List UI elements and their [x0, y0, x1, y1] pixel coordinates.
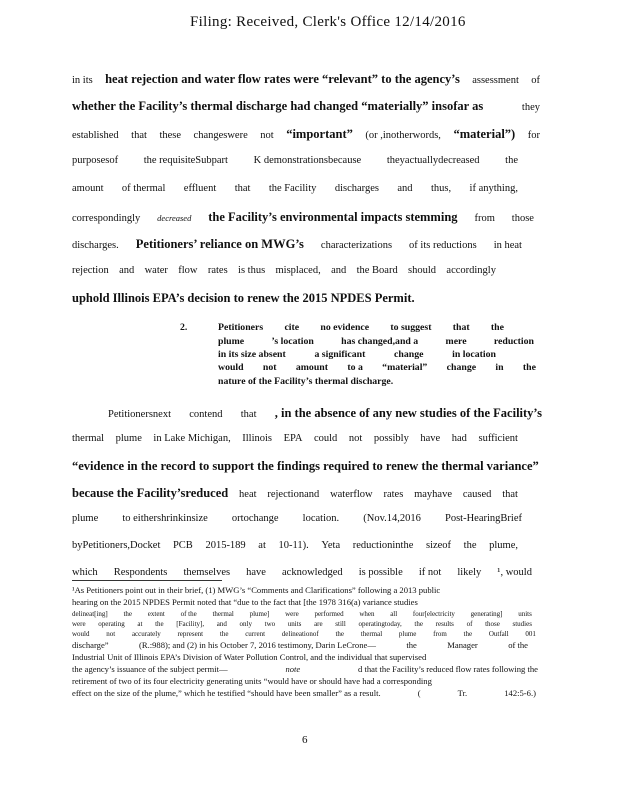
text-segment: not: [106, 630, 116, 638]
text-segment: “material”: [382, 362, 428, 373]
text-segment: rates: [383, 489, 404, 500]
text-line: [72, 127, 540, 142]
text-segment: Post-HearingBrief: [445, 513, 522, 524]
text-segment: in Lake Michigan,: [153, 433, 231, 444]
text-segment: thus,: [430, 183, 452, 194]
text-segment: Respondents: [113, 567, 168, 578]
text-segment: likely: [457, 567, 482, 578]
text-segment: are: [314, 620, 323, 628]
text-segment: waterflow: [330, 489, 373, 500]
text-segment: discharges: [334, 183, 379, 194]
text-segment: , in the absence of any new studies of the Facility’s: [274, 406, 542, 420]
text-segment: no evidence: [320, 322, 370, 333]
text-line: [72, 99, 540, 114]
text-segment: reductioninthe: [352, 540, 414, 551]
text-segment: hearing on the 2015 NPDES Permit noted that “due to the fact that [the 1978 316(a) variance studies: [72, 597, 418, 607]
text-segment: operatingtoday,: [358, 620, 402, 628]
text-line: [72, 567, 532, 578]
text-segment: the: [505, 155, 518, 166]
text-segment: the: [155, 620, 164, 628]
text-segment: and: [216, 620, 227, 628]
text-segment: 10-11).: [278, 540, 309, 551]
text-segment: misplaced,: [275, 265, 321, 276]
text-segment: of its reductions: [409, 240, 477, 251]
text-segment: that: [502, 489, 518, 500]
text-segment: these: [159, 130, 182, 141]
text-segment: [Facility],: [176, 620, 205, 628]
text-line: [72, 486, 518, 501]
text-segment: if not: [418, 567, 442, 578]
footnote-line: [72, 640, 528, 650]
text-segment: effect on the size of the plume,” which he testified “should have been smaller” as a result.: [72, 688, 381, 698]
text-segment: plume: [115, 433, 142, 444]
footnote-separator: [72, 580, 222, 581]
text-segment: and: [397, 183, 413, 194]
text-line: [72, 459, 548, 474]
text-segment: not: [260, 130, 274, 141]
text-segment: in: [495, 362, 504, 373]
text-segment: themselves: [183, 567, 231, 578]
text-segment: correspondingly: [72, 213, 141, 224]
text-segment: thermal: [360, 630, 383, 638]
text-segment: the: [490, 322, 504, 333]
text-segment: represent: [177, 630, 204, 638]
text-segment: has changed,and a: [341, 336, 419, 347]
text-segment: in heat: [493, 240, 522, 251]
text-line: [72, 265, 496, 276]
text-segment: whether the Facility’s thermal discharge had changed “materially” insofar as: [72, 99, 484, 113]
text-segment: ortochange: [231, 513, 279, 524]
text-segment: if anything,: [469, 183, 518, 194]
text-segment: from: [433, 630, 447, 638]
text-segment: acknowledged: [282, 567, 343, 578]
text-segment: which: [72, 567, 98, 578]
text-segment: from: [474, 213, 495, 224]
text-segment: the: [463, 540, 477, 551]
text-segment: units: [518, 610, 532, 618]
text-segment: heat: [239, 489, 257, 500]
footnote-line: [72, 688, 536, 698]
text-segment: note: [285, 664, 301, 674]
text-segment: four[electricity: [412, 610, 455, 618]
page-number: 6: [302, 734, 308, 746]
text-segment: studies: [512, 620, 532, 628]
text-segment: plume]: [249, 610, 270, 618]
text-segment: plume: [72, 513, 99, 524]
text-segment: reduction: [493, 336, 534, 347]
text-segment: the: [406, 640, 417, 650]
text-segment: d that the Facility’s reduced flow rates following the: [358, 664, 538, 674]
text-segment: and: [331, 265, 347, 276]
text-segment: characterizations: [320, 240, 393, 251]
text-segment: assessment: [472, 75, 519, 86]
text-segment: when: [359, 610, 375, 618]
filing-header: Filing: Received, Clerk's Office 12/14/2016: [190, 14, 466, 30]
text-line: [72, 513, 522, 524]
text-segment: of the: [508, 640, 528, 650]
heading-line: [218, 376, 418, 387]
text-segment: would: [218, 362, 244, 373]
text-segment: Petitioners: [218, 322, 264, 333]
text-segment: were: [72, 620, 86, 628]
footnote-line: [72, 630, 536, 638]
text-segment: K demonstrationsbecause: [253, 155, 362, 166]
text-segment: sufficient: [478, 433, 518, 444]
text-segment: amount: [72, 183, 104, 194]
text-segment: heat rejection and water flow rates were “relevant” to the agency’s: [105, 72, 460, 86]
text-segment: plume,: [489, 540, 518, 551]
text-segment: rejection: [72, 265, 109, 276]
text-segment: in location: [452, 349, 496, 360]
text-segment: not: [262, 362, 277, 373]
text-segment: Outfall: [488, 630, 509, 638]
heading-line: [218, 322, 504, 333]
text-segment: generating]: [470, 610, 503, 618]
text-segment: those: [511, 213, 534, 224]
text-segment: that: [452, 322, 470, 333]
text-segment: to a: [347, 362, 363, 373]
text-segment: mayhave: [414, 489, 452, 500]
text-segment: all: [390, 610, 398, 618]
text-line: [72, 291, 462, 306]
text-segment: ’s location: [271, 336, 314, 347]
text-segment: “important”: [286, 127, 353, 141]
text-segment: (or ,inotherwords,: [365, 130, 441, 141]
text-line: [72, 155, 518, 166]
text-segment: nature of the Facility’s thermal discharge.: [218, 376, 394, 387]
text-segment: extent: [147, 610, 165, 618]
text-segment: Industrial Unit of Illinois EPA’s Division of Water Pollution Control, and the individual that supervised: [72, 652, 427, 662]
text-segment: have: [420, 433, 441, 444]
text-segment: ¹, would: [497, 567, 532, 578]
text-segment: had: [451, 433, 467, 444]
heading-line: [218, 349, 496, 360]
text-segment: performed: [314, 610, 344, 618]
text-segment: and: [119, 265, 135, 276]
text-segment: water: [144, 265, 168, 276]
text-segment: delineat[ing]: [72, 610, 108, 618]
text-segment: accordingly: [446, 265, 496, 276]
text-segment: at: [137, 620, 143, 628]
text-segment: only: [239, 620, 252, 628]
text-line: [72, 210, 534, 225]
text-segment: PCB: [172, 540, 193, 551]
text-segment: not: [348, 433, 363, 444]
text-segment: possibly: [373, 433, 409, 444]
text-segment: decreased: [157, 213, 192, 223]
text-segment: results: [435, 620, 454, 628]
text-segment: 142:5-6.): [504, 688, 536, 698]
text-segment: for: [527, 130, 540, 141]
text-segment: a significant: [314, 349, 366, 360]
text-segment: retirement of two of its four electricity generating units “would have or should have had a corresponding: [72, 676, 432, 686]
text-segment: contend: [189, 409, 223, 420]
heading-line: [218, 336, 534, 347]
text-segment: effluent: [183, 183, 217, 194]
text-segment: would: [72, 630, 90, 638]
text-segment: those: [485, 620, 500, 628]
text-segment: mere: [445, 336, 467, 347]
text-segment: discharge”: [72, 640, 109, 650]
text-segment: “material”): [453, 127, 516, 141]
text-segment: units: [287, 620, 302, 628]
text-segment: were: [285, 610, 299, 618]
text-segment: accurately: [131, 630, 161, 638]
text-segment: uphold Illinois EPA’s decision to renew the 2015 NPDES Permit.: [72, 291, 415, 305]
text-segment: should: [408, 265, 437, 276]
text-segment: established: [72, 130, 119, 141]
text-segment: of thermal: [121, 183, 166, 194]
text-segment: that: [240, 409, 257, 420]
footnote-line: [72, 585, 542, 595]
text-segment: changeswere: [193, 130, 248, 141]
text-segment: (R.:988); and (2) in his October 7, 2016 testimony, Darin LeCrone—: [139, 640, 376, 650]
heading-number: 2.: [180, 322, 188, 333]
text-segment: thermal: [212, 610, 234, 618]
text-segment: EPA: [283, 433, 303, 444]
text-segment: delineationof: [281, 630, 319, 638]
footnote-line: [72, 620, 532, 628]
text-line: [72, 183, 518, 194]
text-segment: sizeof: [425, 540, 452, 551]
text-line: [72, 433, 518, 444]
text-segment: is possible: [358, 567, 403, 578]
text-segment: current: [245, 630, 266, 638]
text-segment: rejectionand: [267, 489, 320, 500]
text-line: [72, 237, 522, 252]
text-segment: 2015-189: [205, 540, 246, 551]
text-segment: the: [335, 630, 345, 638]
footnote-line: [72, 652, 542, 662]
text-segment: they: [521, 102, 540, 113]
footnote-line: [72, 664, 538, 674]
text-line: [72, 540, 518, 551]
heading-line: [218, 362, 536, 373]
text-segment: location.: [302, 513, 340, 524]
text-segment: to suggest: [390, 322, 432, 333]
text-segment: discharges.: [72, 240, 119, 251]
text-segment: Illinois: [242, 433, 273, 444]
text-segment: caused: [462, 489, 492, 500]
text-segment: the Facility: [268, 183, 317, 194]
text-segment: the agency’s issuance of the subject permit—: [72, 664, 228, 674]
text-segment: operating: [98, 620, 125, 628]
text-segment: rates: [207, 265, 228, 276]
text-segment: amount: [295, 362, 328, 373]
text-segment: plume: [398, 630, 417, 638]
text-segment: because the Facility’sreduced: [72, 486, 229, 500]
text-segment: flow: [178, 265, 198, 276]
text-segment: thermal: [72, 433, 105, 444]
text-segment: (Nov.14,2016: [363, 513, 421, 524]
text-segment: byPetitioners,Docket: [72, 540, 161, 551]
text-segment: of: [466, 620, 473, 628]
text-segment: plume: [218, 336, 245, 347]
footnote-line: [72, 610, 532, 618]
text-segment: is thus: [238, 265, 266, 276]
text-segment: the: [219, 630, 229, 638]
text-segment: (: [417, 688, 421, 698]
text-segment: “evidence in the record to support the findings required to renew the thermal variance”: [72, 459, 539, 473]
text-segment: to eithershrinkinsize: [122, 513, 208, 524]
text-segment: the: [463, 630, 473, 638]
footnote-line: [72, 597, 542, 607]
text-segment: change: [446, 362, 477, 373]
text-segment: Petitioners’ reliance on MWG’s: [135, 237, 304, 251]
text-segment: the: [522, 362, 536, 373]
text-segment: ¹As Petitioners point out in their brief, (1) MWG’s “Comments and Clarifications” following a 2013 public: [72, 585, 441, 595]
text-segment: purposesof: [72, 155, 119, 166]
text-line: [72, 72, 540, 87]
text-segment: in its size absent: [218, 349, 286, 360]
text-segment: of: [531, 75, 540, 86]
text-segment: Yeta: [321, 540, 341, 551]
footnote-line: [72, 676, 542, 686]
text-segment: in its: [72, 75, 93, 86]
text-segment: that: [234, 183, 251, 194]
text-segment: the: [414, 620, 423, 628]
text-segment: that: [131, 130, 147, 141]
text-segment: Tr.: [457, 688, 468, 698]
text-line: [108, 406, 542, 421]
text-segment: at: [258, 540, 266, 551]
text-segment: cite: [284, 322, 300, 333]
text-segment: Manager: [447, 640, 478, 650]
text-segment: Petitionersnext: [108, 409, 171, 420]
text-segment: the Board: [356, 265, 398, 276]
text-segment: of the: [180, 610, 197, 618]
text-segment: theyactuallydecreased: [386, 155, 480, 166]
text-segment: still: [335, 620, 346, 628]
text-segment: have: [246, 567, 266, 578]
text-segment: 001: [525, 630, 536, 638]
text-segment: could: [313, 433, 338, 444]
text-segment: the requisiteSubpart: [143, 155, 228, 166]
text-segment: two: [264, 620, 276, 628]
text-segment: change: [394, 349, 424, 360]
text-segment: the Facility’s environmental impacts stemming: [208, 210, 458, 224]
text-segment: the: [123, 610, 133, 618]
